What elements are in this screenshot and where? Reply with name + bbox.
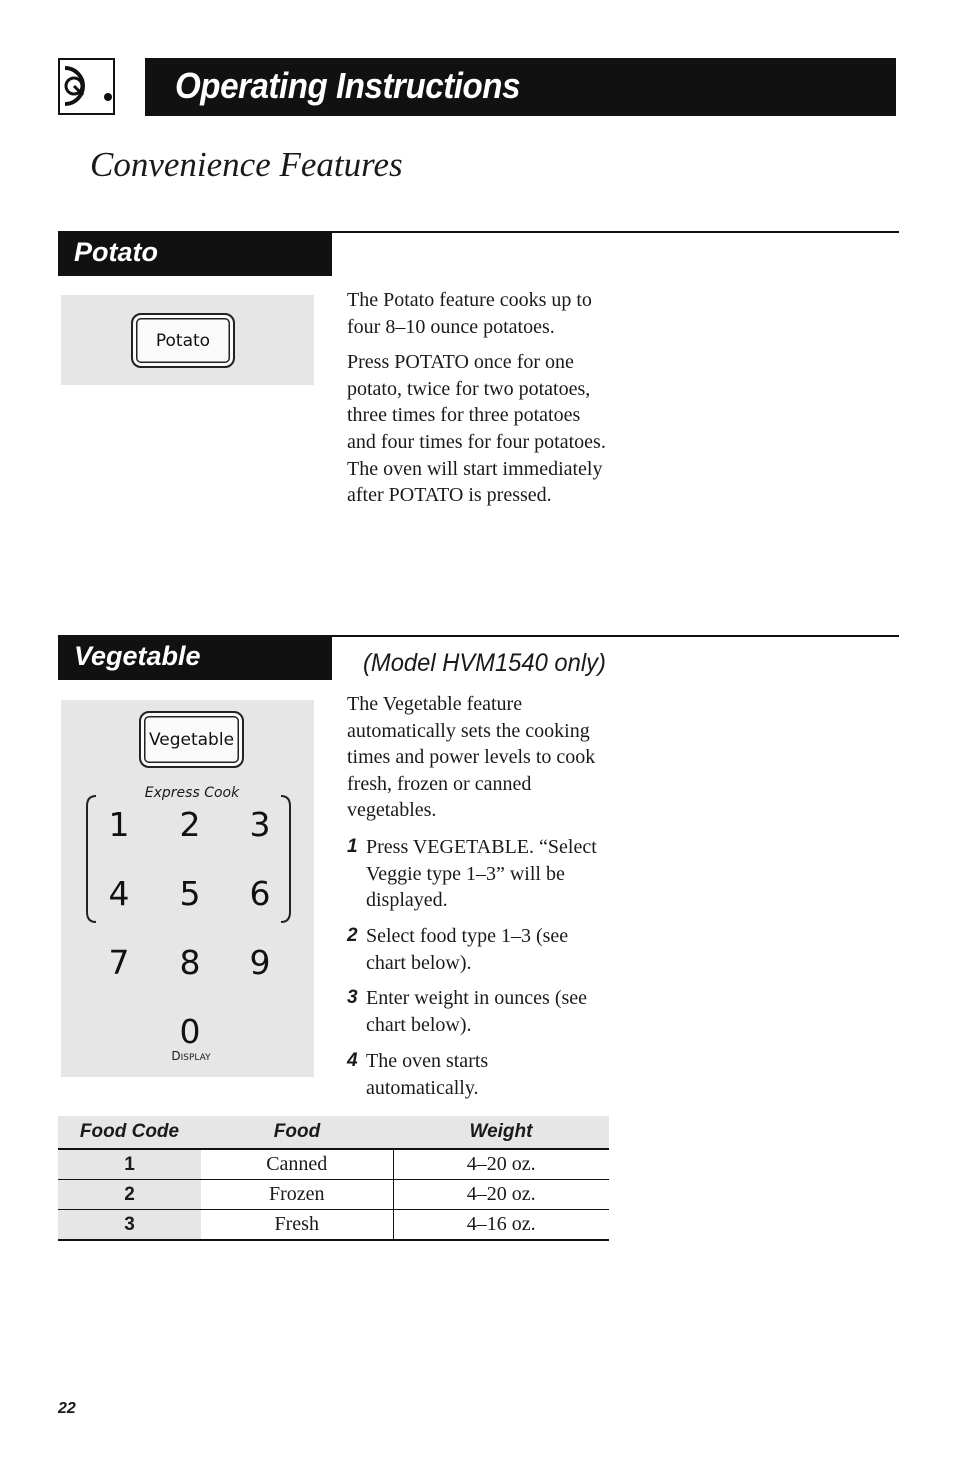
potato-button-label: Potato [155,330,211,351]
table-header-weight: Weight [393,1116,609,1149]
potato-button-panel [61,295,314,385]
page-number: 22 [58,1400,76,1417]
step-number: 3 [347,987,358,1008]
table-row [58,1180,609,1210]
table-row [58,1210,609,1241]
potato-paragraph: The Potato feature cooks up to four 8–10 ounce potatoes. [347,289,592,338]
potato-section-tab [58,232,332,276]
keypad-digit-0[interactable]: 0 [179,1012,201,1051]
table-cell-weight: 4–20 oz. [393,1149,609,1180]
model-note: (Model HVM1540 only) [363,649,606,677]
vegetable-button-label: Vegetable [148,729,235,750]
keypad-digit-2[interactable]: 2 [179,805,201,844]
table-row [58,1149,609,1180]
header-bar [145,58,896,116]
table-cell-food: Canned [201,1149,393,1180]
microwave-dial-icon [58,58,115,115]
vegetable-button[interactable] [139,711,244,768]
potato-description [347,287,609,509]
potato-section-title: Potato [74,237,158,267]
step-text: Select food type 1–3 (see chart below). [366,925,569,974]
step-number: 2 [347,925,358,946]
express-cook-bracket-right [279,794,294,924]
keypad-digit-6[interactable]: 6 [249,874,271,913]
table-header-row [58,1116,609,1149]
step-number: 4 [347,1050,358,1071]
table-header-food-code: Food Code [58,1116,201,1149]
step-text: Press VEGETABLE. “Select Veggie type 1–3” will be displayed. [366,836,597,912]
display-label-rest: ISPLAY [180,1053,211,1063]
page-subtitle: Convenience Features [90,145,403,184]
step-3 [347,985,602,1038]
table-header-food: Food [201,1116,393,1149]
express-cook-label: Express Cook [144,785,240,801]
step-1 [347,834,617,914]
vegetable-section-title: Vegetable [74,641,201,671]
keypad-digit-7[interactable]: 7 [108,943,130,982]
table-cell-code: 2 [58,1180,201,1210]
display-label-initial: D [171,1049,181,1063]
vegetable-section-tab [58,636,332,680]
table-cell-food: Frozen [201,1180,393,1210]
vegetable-intro: The Vegetable feature automatically sets the cooking times and power levels to cook fresh, frozen or canned vegetables. [347,693,596,822]
table-cell-weight: 4–20 oz. [393,1180,609,1210]
step-4 [347,1048,547,1101]
potato-button[interactable] [131,313,235,368]
keypad-digit-3[interactable]: 3 [249,805,271,844]
table-cell-food: Fresh [201,1210,393,1241]
keypad-digit-9[interactable]: 9 [249,943,271,982]
display-label [156,1048,226,1065]
vegetable-keypad-panel [61,700,314,1077]
keypad-digit-1[interactable]: 1 [108,805,130,844]
table-cell-weight: 4–16 oz. [393,1210,609,1241]
table-cell-code: 1 [58,1149,201,1180]
potato-paragraph: Press POTATO once for one potato, twice for two potatoes, three times for three potatoes and four times for four potatoes. The oven will start immediately after POTATO is pressed. [347,351,606,507]
keypad-digit-8[interactable]: 8 [179,943,201,982]
vegetable-food-table [58,1116,609,1241]
keypad-digit-5[interactable]: 5 [179,874,201,913]
keypad-digit-4[interactable]: 4 [108,874,130,913]
step-number: 1 [347,836,358,857]
step-2 [347,923,587,976]
step-text: Enter weight in ounces (see chart below). [366,987,588,1036]
step-text: The oven starts automatically. [366,1050,489,1099]
express-cook-bracket-left [83,794,98,924]
page-header-title: Operating Instructions [175,65,521,106]
table-cell-code: 3 [58,1210,201,1241]
